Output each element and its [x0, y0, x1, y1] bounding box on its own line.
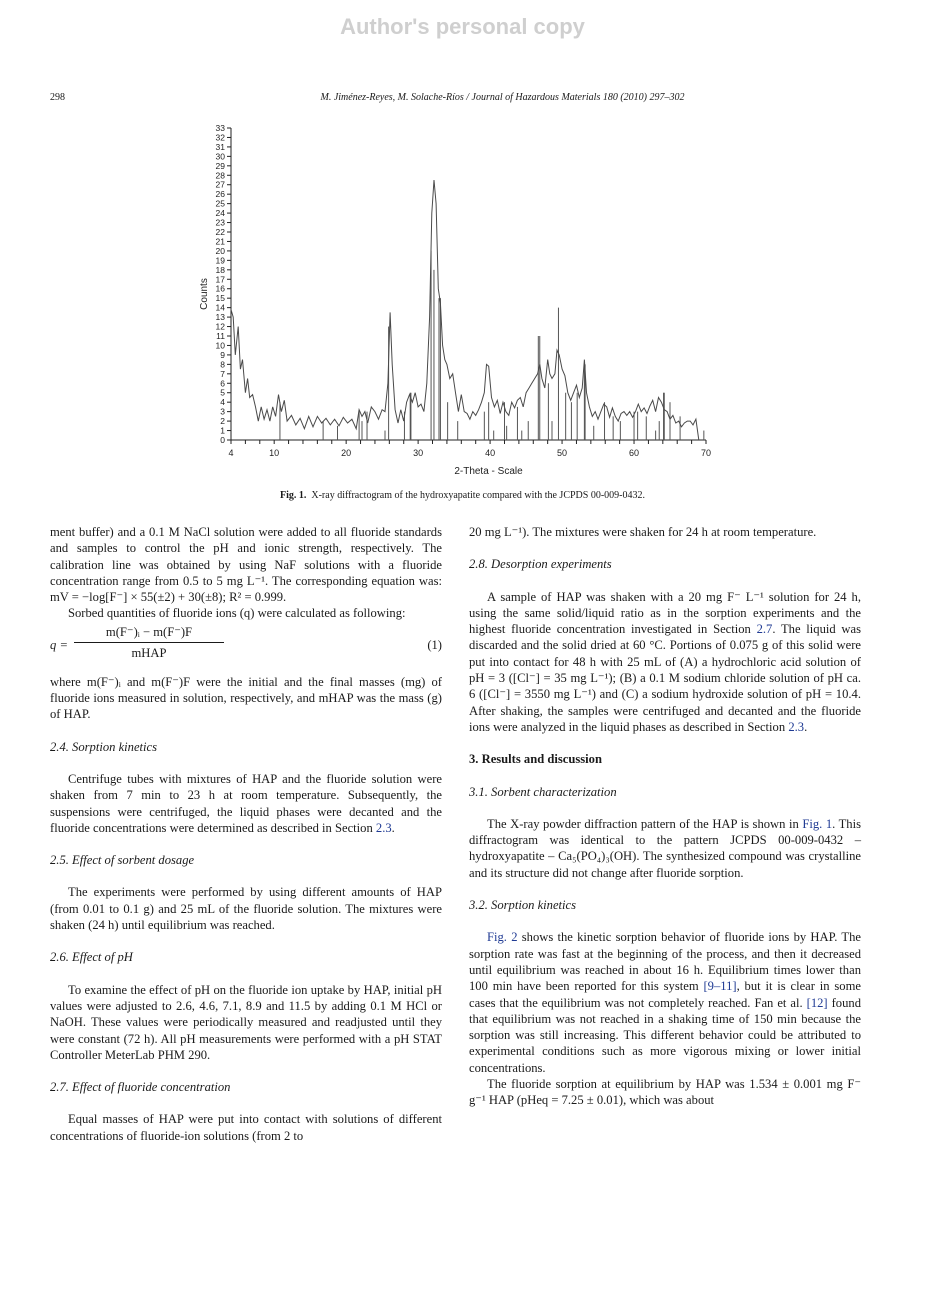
equation-numerator: m(F⁻)ᵢ − m(F⁻)F: [74, 624, 224, 643]
section-heading-2-4: 2.4. Sorption kinetics: [50, 739, 158, 754]
equation-fraction: [74, 624, 224, 662]
reference-link[interactable]: [9–11]: [703, 979, 737, 994]
x-tick-label: 30: [413, 448, 424, 458]
figure-caption-text: X-ray diffractogram of the hydroxyapatite compared with the JCPDS 00-009-0432.: [311, 490, 645, 501]
section-link[interactable]: 2.7: [756, 622, 773, 637]
y-tick-label: 11: [216, 331, 225, 341]
equation-lhs: q =: [50, 637, 68, 652]
text: . The liquid was discarded and the solid dried at 60 °C. Portions of 0.075 g of this solid were put into contact for 48 h with 25 mL of (A) a hydrochloric acid solution of pH = 3 ([Cl⁻] = 35 mg L⁻¹); (B) a 0.1 M sodium chloride solution of pH ca. 6 ([Cl⁻] = 3550 mg L⁻¹) and (C) a sodium hydroxide solution of pH = 10.4. After shaking, the samples were centrifuged and decanted and the fluoride ions were analyzed in the liquid phases as described in Section: [469, 622, 861, 734]
y-tick-label: 12: [215, 321, 225, 332]
paragraph: [469, 929, 861, 1076]
xrd-plot: [190, 118, 730, 483]
x-tick-label: 4: [228, 448, 234, 458]
y-tick-label: 33: [215, 123, 225, 133]
y-tick-label: 0: [220, 435, 225, 445]
y-tick-label: 20: [215, 245, 225, 256]
y-tick-label: 18: [215, 264, 225, 275]
section-heading-2-7: 2.7. Effect of fluoride concentration: [50, 1080, 231, 1095]
text: .: [391, 820, 395, 835]
paragraph: Sorbed quantities of fluoride ions (q) were calculated as following:: [68, 606, 406, 621]
paragraph: 20 mg L⁻¹). The mixtures were shaken for 24 h at room temperature.: [469, 525, 817, 539]
text: shows the kinetic sorption behavior of fluoride ions by HAP. The sorption rate was fast at the beginning of the process, and then it decreased until equilibrium was reached in about 16 h. Equilibrium times lower than 100 min have been reported for this system: [469, 930, 861, 994]
equation-1: [50, 624, 442, 670]
section-link[interactable]: 2.3: [788, 719, 805, 734]
y-tick-label: 19: [215, 255, 225, 266]
text: The X-ray powder diffraction pattern of the HAP is shown in: [487, 816, 803, 831]
y-tick-label: 26: [215, 189, 225, 200]
running-head: [50, 92, 862, 106]
y-tick-label: 24: [215, 208, 225, 219]
paragraph: The fluoride sorption at equilibrium by HAP was 1.534 ± 0.001 mg F⁻ g⁻¹ HAP (pHeq = 7.25 ± 0.01), which was about: [469, 1077, 861, 1108]
y-tick-label: 2: [220, 416, 225, 427]
paragraph: ment buffer) and a 0.1 M NaCl solution were added to all fluoride standards and samples to control the pH and ionic strength, respectively. The calibration line was obtained by using NaF solutions with a fluoride concentration range from 0.5 to 5 mg L⁻¹. The corresponding equation was: mV = −log[F⁻] × 55(±2) + 30(±8); R² = 0.999.: [50, 525, 442, 605]
left-column: [50, 524, 442, 1144]
y-tick-label: 29: [215, 160, 225, 171]
x-tick-label: 60: [629, 448, 640, 458]
equation-number: (1): [427, 637, 442, 652]
figure-caption: [0, 490, 925, 501]
right-column: [469, 524, 861, 1109]
x-tick-label: 50: [557, 448, 568, 458]
y-tick-label: 10: [215, 340, 225, 351]
text: A sample of HAP was shaken with a 20 mg F⁻ L⁻¹ solution for 24 h, using the same solid/liquid ratio as in the sorption experiments and the highest fluoride concentration investigated in Section: [469, 589, 861, 637]
section-heading-2-6: 2.6. Effect of pH: [50, 950, 133, 965]
y-tick-label: 31: [215, 141, 225, 152]
reference-link[interactable]: [12]: [806, 995, 828, 1010]
y-tick-label: 5: [220, 387, 225, 398]
equation-denominator: mHAP: [131, 646, 167, 661]
figure-label: Fig. 1.: [279, 490, 307, 501]
section-heading-3: 3. Results and discussion: [469, 752, 602, 767]
paragraph: where m(F⁻)ᵢ and m(F⁻)F were the initial and the final masses (mg) of fluoride ions measured in solution, respectively, and mHAP was the mass (g) of HAP.: [50, 674, 442, 722]
section-heading-2-5: 2.5. Effect of sorbent dosage: [50, 853, 195, 868]
y-tick-label: 23: [215, 217, 225, 228]
figure-link[interactable]: Fig. 2: [487, 930, 518, 945]
y-tick-label: 3: [220, 406, 225, 417]
y-tick-label: 14: [215, 302, 225, 313]
y-tick-label: 28: [215, 170, 225, 181]
text: Centrifuge tubes with mixtures of HAP and the fluoride solution were shaken from 7 min to 23 h at room temperature. Subsequently, the suspensions were centrifuged, the liquid phases were decanted and the fluoride concentrations were determined as described in Section: [50, 771, 442, 835]
x-tick-label: 10: [269, 448, 280, 458]
paragraph: The experiments were performed by using different amounts of HAP (from 0.01 to 0.1 g) and 25 mL of the fluoride solution. The mixtures were shaken (24 h) until equilibrium was reached.: [50, 885, 442, 933]
y-tick-label: 30: [215, 151, 225, 162]
figure-link[interactable]: Fig. 1: [802, 816, 833, 831]
y-tick-label: 15: [215, 293, 225, 304]
y-tick-label: 9: [220, 349, 225, 360]
paragraph: [50, 771, 442, 836]
y-tick-label: 7: [220, 368, 225, 379]
y-tick-label: 32: [215, 132, 225, 143]
text: found that equilibrium was not reached in a shaking time of 150 min because the sorption was still increasing. This different behavior could be attributed to experimental conditions such as more vigorous mixing or lower initial concentrations.: [469, 995, 861, 1075]
y-axis-label: Counts: [199, 278, 210, 310]
y-tick-label: 17: [215, 274, 225, 285]
watermark: Author's personal copy: [340, 14, 585, 39]
text: . This diffractogram was identical to the pattern JCPDS 00-009-0432 – hydroxyapatite – Ca₅(PO₄)₃(OH). The synthesized compound was crystalline and its structure did not change after fluoride sorption.: [469, 816, 861, 880]
x-axis-label: 2-Theta - Scale: [454, 466, 523, 477]
x-tick-label: 40: [485, 448, 496, 458]
y-tick-label: 13: [215, 312, 225, 323]
y-tick-label: 16: [215, 283, 225, 294]
figure-1-xrd-chart: [190, 118, 730, 483]
section-link[interactable]: 2.3: [375, 820, 392, 835]
text: , but it is clear in some cases that the equilibrium was not completely reached. Fan et al.: [469, 979, 861, 1010]
y-tick-label: 1: [220, 425, 225, 436]
diffractogram-line: [231, 180, 699, 440]
y-tick-label: 21: [215, 236, 225, 247]
y-tick-label: 22: [215, 227, 225, 237]
y-tick-label: 4: [220, 397, 225, 408]
x-tick-label: 70: [700, 448, 712, 458]
text: .: [804, 719, 808, 734]
paragraph: Equal masses of HAP were put into contact with solutions of different concentrations of fluoride-ion solutions (from 2 to: [50, 1112, 442, 1143]
paragraph: [469, 816, 861, 881]
y-tick-label: 6: [220, 378, 225, 389]
y-tick-label: 25: [215, 198, 225, 209]
section-heading-3-2: 3.2. Sorption kinetics: [469, 898, 577, 913]
paragraph: [469, 589, 861, 736]
x-tick-label: 20: [341, 448, 352, 458]
page-number: 298: [50, 92, 65, 103]
section-heading-3-1: 3.1. Sorbent characterization: [469, 784, 617, 799]
y-tick-label: 27: [215, 179, 225, 190]
section-heading-2-8: 2.8. Desorption experiments: [469, 557, 612, 572]
journal-citation: M. Jiménez-Reyes, M. Solache-Ríos / Journal of Hazardous Materials 180 (2010) 297–302: [320, 92, 685, 103]
paragraph: To examine the effect of pH on the fluoride ion uptake by HAP, initial pH values were adjusted to 2.6, 4.6, 7.1, 8.9 and 11.5 by adding 0.1 M HCl or NaOH. These values were periodically measured and readjusted until they were constant (72 h). All pH measurements were performed with a pH STAT Controller MeterLab PHM 290.: [50, 982, 442, 1062]
y-tick-label: 8: [220, 359, 225, 370]
